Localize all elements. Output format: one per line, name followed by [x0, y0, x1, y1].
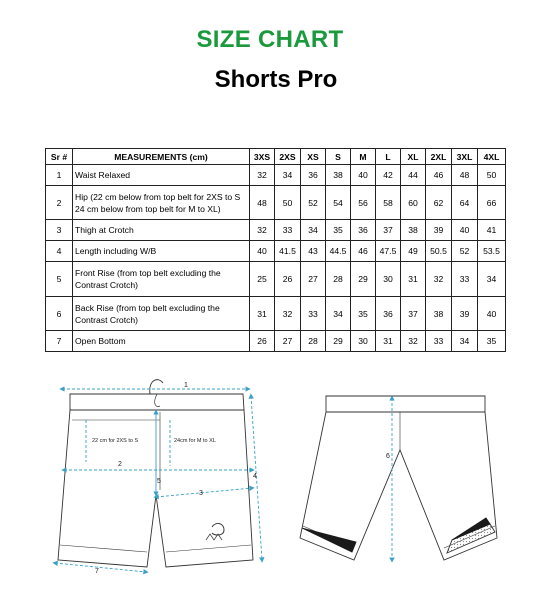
value-cell: 33 — [301, 297, 326, 331]
value-cell: 40 — [351, 165, 376, 186]
front-shorts-drawing — [58, 380, 253, 567]
value-cell: 46 — [351, 241, 376, 262]
header-cell: Sr # — [46, 149, 73, 165]
value-cell: 28 — [326, 262, 351, 297]
value-cell: 32 — [275, 297, 301, 331]
value-cell: 38 — [326, 165, 351, 186]
value-cell: 34 — [275, 165, 301, 186]
value-cell: 34 — [478, 262, 506, 297]
value-cell: 49 — [401, 241, 426, 262]
value-cell: 58 — [376, 186, 401, 220]
value-cell: 54 — [326, 186, 351, 220]
value-cell: 27 — [301, 262, 326, 297]
value-cell: 53.5 — [478, 241, 506, 262]
sr-cell: 1 — [46, 165, 73, 186]
value-cell: 38 — [426, 297, 452, 331]
header-cell: 4XL — [478, 149, 506, 165]
header-cell: S — [326, 149, 351, 165]
value-cell: 33 — [275, 220, 301, 241]
value-cell: 60 — [401, 186, 426, 220]
measurement-cell: Thigh at Crotch — [73, 220, 250, 241]
value-cell: 41 — [478, 220, 506, 241]
value-cell: 36 — [301, 165, 326, 186]
value-cell: 34 — [301, 220, 326, 241]
measurement-cell: Length including W/B — [73, 241, 250, 262]
page-title: SIZE CHART — [196, 26, 344, 53]
value-cell: 32 — [426, 262, 452, 297]
value-cell: 66 — [478, 186, 506, 220]
value-cell: 52 — [452, 241, 478, 262]
back-shorts-drawing — [300, 396, 497, 560]
value-cell: 30 — [351, 331, 376, 352]
value-cell: 48 — [452, 165, 478, 186]
value-cell: 42 — [376, 165, 401, 186]
header-cell: 2XL — [426, 149, 452, 165]
value-cell: 64 — [452, 186, 478, 220]
value-cell: 27 — [275, 331, 301, 352]
value-cell: 26 — [250, 331, 275, 352]
value-cell: 29 — [326, 331, 351, 352]
label-6: 6 — [386, 453, 390, 460]
value-cell: 28 — [301, 331, 326, 352]
label-2: 2 — [118, 461, 122, 468]
measurement-cell: Waist Relaxed — [73, 165, 250, 186]
value-cell: 40 — [452, 220, 478, 241]
label-4: 4 — [253, 473, 257, 480]
value-cell: 46 — [426, 165, 452, 186]
sr-cell: 7 — [46, 331, 73, 352]
measurement-cell: Hip (22 cm below from top belt for 2XS to S 24 cm below from top belt for M to XL) — [73, 186, 250, 220]
header-cell: 2XS — [275, 149, 301, 165]
value-cell: 33 — [452, 262, 478, 297]
value-cell: 41.5 — [275, 241, 301, 262]
value-cell: 39 — [452, 297, 478, 331]
sr-cell: 5 — [46, 262, 73, 297]
value-cell: 26 — [275, 262, 301, 297]
header-cell: 3XL — [452, 149, 478, 165]
measurement-cell: Back Rise (from top belt excluding the Contrast Crotch) — [73, 297, 250, 331]
value-cell: 40 — [250, 241, 275, 262]
value-cell: 50.5 — [426, 241, 452, 262]
value-cell: 33 — [426, 331, 452, 352]
label-3: 3 — [199, 490, 203, 497]
value-cell: 34 — [326, 297, 351, 331]
value-cell: 56 — [351, 186, 376, 220]
value-cell: 34 — [452, 331, 478, 352]
value-cell: 50 — [478, 165, 506, 186]
header-cell: 3XS — [250, 149, 275, 165]
value-cell: 35 — [478, 331, 506, 352]
value-cell: 48 — [250, 186, 275, 220]
value-cell: 31 — [376, 331, 401, 352]
label-5: 5 — [157, 478, 161, 485]
value-cell: 29 — [351, 262, 376, 297]
value-cell: 25 — [250, 262, 275, 297]
value-cell: 32 — [250, 165, 275, 186]
value-cell: 44 — [401, 165, 426, 186]
measurement-cell: Front Rise (from top belt excluding the Contrast Crotch) — [73, 262, 250, 297]
sr-cell: 6 — [46, 297, 73, 331]
sr-cell: 2 — [46, 186, 73, 220]
header-cell: M — [351, 149, 376, 165]
value-cell: 32 — [250, 220, 275, 241]
value-cell: 31 — [401, 262, 426, 297]
sr-cell: 3 — [46, 220, 73, 241]
value-cell: 38 — [401, 220, 426, 241]
value-cell: 36 — [376, 297, 401, 331]
value-cell: 30 — [376, 262, 401, 297]
value-cell: 39 — [426, 220, 452, 241]
value-cell: 50 — [275, 186, 301, 220]
value-cell: 32 — [401, 331, 426, 352]
value-cell: 35 — [326, 220, 351, 241]
value-cell: 40 — [478, 297, 506, 331]
value-cell: 44.5 — [326, 241, 351, 262]
measurement-cell: Open Bottom — [73, 331, 250, 352]
value-cell: 36 — [351, 220, 376, 241]
header-cell: MEASUREMENTS (cm) — [73, 149, 250, 165]
value-cell: 62 — [426, 186, 452, 220]
value-cell: 37 — [376, 220, 401, 241]
value-cell: 35 — [351, 297, 376, 331]
value-cell: 37 — [401, 297, 426, 331]
header-cell: XS — [301, 149, 326, 165]
value-cell: 43 — [301, 241, 326, 262]
value-cell: 47.5 — [376, 241, 401, 262]
header-cell: L — [376, 149, 401, 165]
page-subtitle: Shorts Pro — [214, 66, 338, 93]
note-22cm: 22 cm for 2XS to S — [92, 438, 139, 444]
label-7: 7 — [95, 568, 99, 575]
label-1: 1 — [184, 382, 188, 389]
header-cell: XL — [401, 149, 426, 165]
sr-cell: 4 — [46, 241, 73, 262]
value-cell: 31 — [250, 297, 275, 331]
value-cell: 52 — [301, 186, 326, 220]
note-24cm: 24cm for M to XL — [174, 438, 216, 444]
